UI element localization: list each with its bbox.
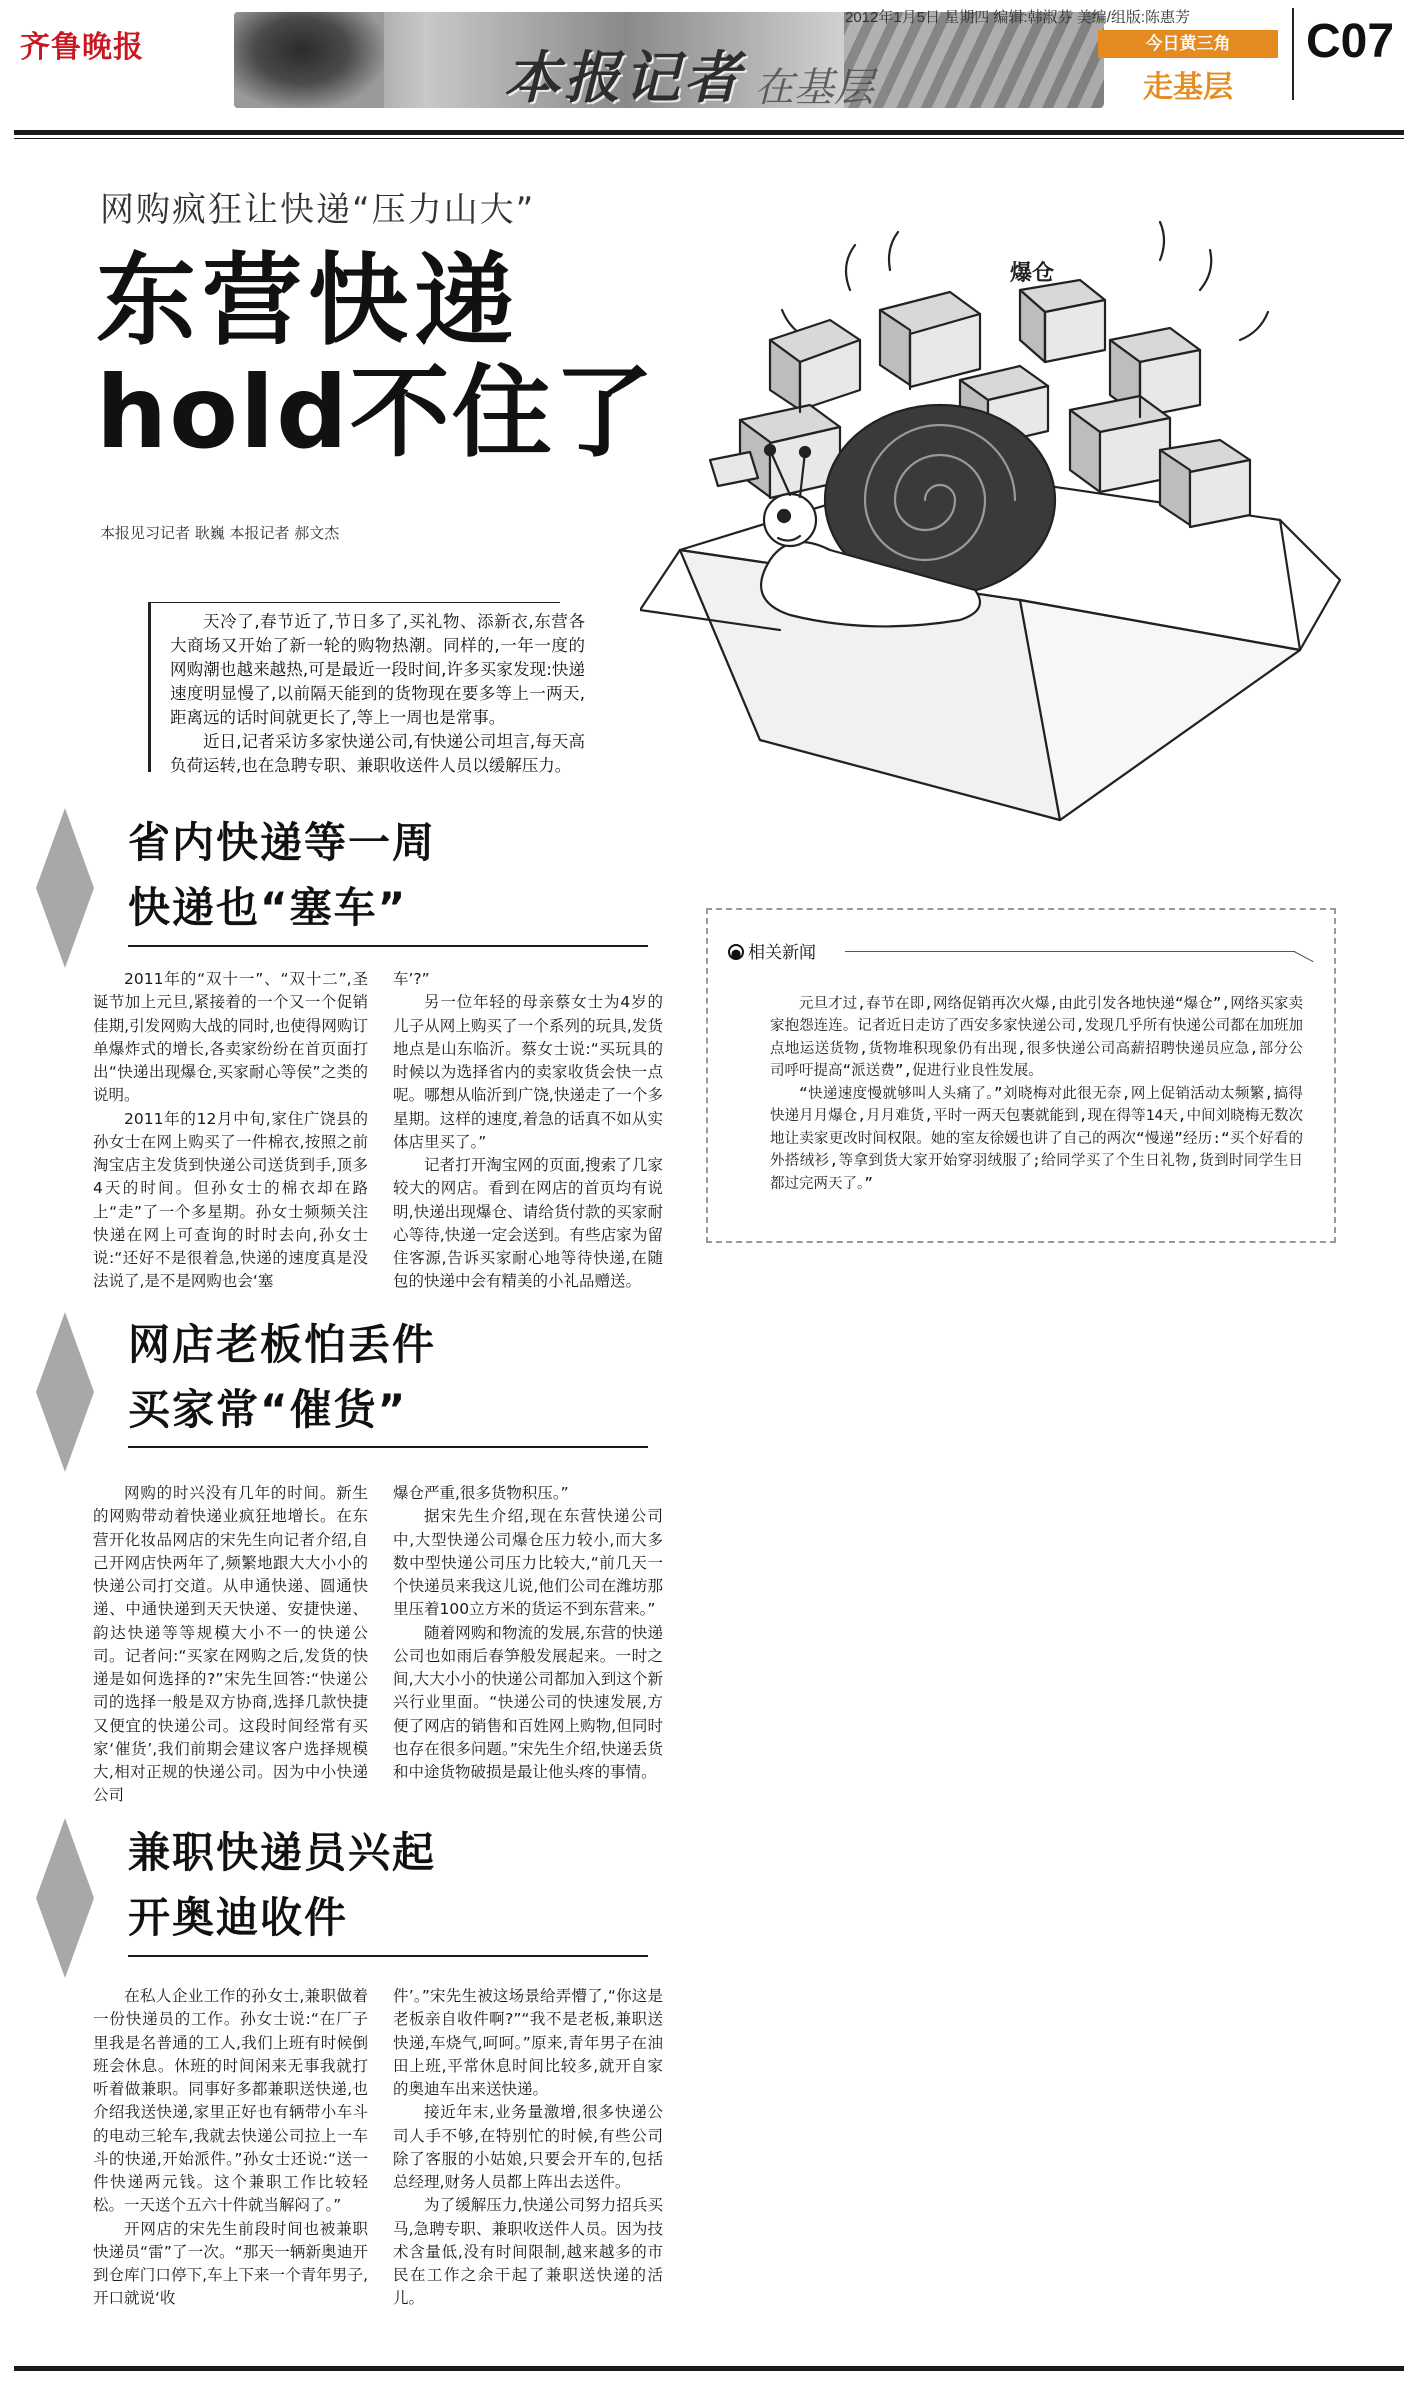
section-heading-line: 兼职快递员兴起 [128, 1828, 437, 1877]
section-heading-2 [128, 1312, 436, 1442]
article-headline [96, 242, 656, 471]
lead-paragraph: 天冷了,春节近了,节日多了,买礼物、添新衣,东营各大商场又开始了新一轮的购物热潮。同样的,一年一度的网购潮也越来越热,可是最近一段时间,许多买家发现:快递速度明显慢了,以前隔天能到的货物现在要多等上一两天,距离远的话时间就更长了,等上一周也是常事。 [170, 612, 585, 727]
paragraph: 2011年的“双十一”、“双十二”,圣诞节加上元旦,紧接着的一个又一个促销佳期,引发网购大战的同时,也使得网购订单爆炸式的增长,各卖家纷纷在首页面打出“快递出现爆仓,买家耐心等侯”之类的说明。 [93, 970, 368, 1105]
section-heading-line: 开奥迪收件 [128, 1893, 349, 1943]
header-divider [1292, 8, 1294, 100]
related-news-title-text: 相关新闻 [748, 943, 816, 963]
section-2-column-1 [93, 1482, 368, 1808]
paragraph: 在私人企业工作的孙女士,兼职做着一份快递员的工作。孙女士说:“在厂子里我是名普通的工人,我们上班有时候倒班会休息。休班的时间闲来无事我就打听着做兼职。同事好多都兼职送快递,也介绍我送快递,家里正好也有辆带小车斗的电动三轮车,我就去快递公司拉上一车斗的快递,开始派件。”孙女士还说:“送一件快递两元钱。这个兼职工作比较轻松。一天送个五六十件就当解闷了。” [93, 1987, 368, 2215]
article-byline: 本报见习记者 耿巍 本报记者 郝文杰 [100, 524, 340, 542]
section-heading-line: 省内快递等一周 [128, 818, 437, 867]
section-rule [128, 1446, 648, 1448]
section-rule [128, 945, 648, 947]
section-name: 走基层 [1143, 71, 1233, 104]
related-news-icon [728, 944, 744, 960]
paragraph: 网购的时兴没有几年的时间。新生的网购带动着快递业疯狂地增长。在东营开化妆品网店的宋先生向记者介绍,自己开网店快两年了,频繁地跟大大小小的快递公司打交道。从申通快递、圆通快递、中通快递到天天快递、安捷快递、韵达快递等等规模大小不一的快递公司。记者问:“买家在网购之后,发货的快递是如何选择的?”宋先生回答:“快递公司的选择一般是双方协商,选择几款快捷又便宜的快递公司。这段时间经常有买家‘催货’,我们前期会建议客户选择规模大,相对正规的快递公司。因为中小快递公司 [93, 1484, 368, 1805]
illustration-caption: 爆仓 [1010, 261, 1055, 286]
photographer-photo [234, 12, 384, 108]
section-3-column-1 [93, 1985, 368, 2311]
masthead-logo: 齐鲁晚报 [20, 30, 144, 65]
paragraph: 接近年末,业务量激增,很多快递公司人手不够,在特别忙的时候,有些公司除了客服的小姑娘,只要会开车的,包括总经理,财务人员都上阵出去送件。 [393, 2103, 663, 2191]
article-kicker: 网购疯狂让快递“压力山大” [100, 190, 536, 230]
snail-cartoon-illustration [640, 220, 1345, 870]
related-news-title [728, 938, 816, 963]
lead-paragraph: 近日,记者采访多家快递公司,有快递公司坦言,每天高负荷运转,也在急聘专职、兼职收送件人员以缓解压力。 [170, 731, 585, 775]
top-rule [14, 130, 1404, 135]
section-3-column-2 [393, 1985, 663, 2311]
paragraph: “快递速度慢就够叫人头痛了。”刘晓梅对此很无奈,网上促销活动太频繁,搞得快递月月爆仓,月月难货,平时一两天包裹就能到,现在得等14天,中间刘晓梅无数次地让卖家更改时间权限。她的室友徐媛也讲了自己的两次“慢递”经历:“买个好看的外搭绒衫,等拿到货大家开始穿羽绒服了;给同学买了个生日礼物,货到时同学生日都过完两天了。” [770, 1085, 1303, 1192]
paragraph: 随着网购和物流的发展,东营的快递公司也如雨后春笋般发展起来。一时之间,大大小小的快递公司都加入到这个新兴行业里面。“快递公司的快速发展,方便了网店的销售和百姓网上购物,但同时也存在很多问题。”宋先生介绍,快递丢货和中途货物破损是最让他头疼的事情。 [393, 1623, 663, 1781]
related-news-body [770, 993, 1303, 1195]
column-signature: 在基层 [754, 65, 874, 108]
section-heading-1 [128, 810, 436, 940]
article-lead [170, 610, 585, 777]
headline-line-1: 东营快递 [96, 242, 520, 359]
paragraph: 为了缓解压力,快递公司努力招兵买马,急聘专职、兼职收送件人员。因为技术含量低,没有时间限制,越来越多的市民在工作之余干起了兼职送快递的活儿。 [393, 2196, 663, 2308]
section-2-column-2 [393, 1482, 663, 1784]
column-title: 本报记者 [504, 45, 744, 108]
section-rule [128, 1955, 648, 1957]
section-heading-3 [128, 1820, 436, 1950]
paragraph: 件’。”宋先生被这场景给弄懵了,“你这是老板亲自收件啊?”“我不是老板,兼职送快递,车烧气,呵呵。”原来,青年男子在油田上班,平常休息时间比较多,就开自家的奥迪车出来送快递。 [393, 1987, 663, 2098]
section-1-column-2 [393, 968, 663, 1294]
related-title-rule [845, 951, 1295, 952]
paragraph: 2011年的12月中旬,家住广饶县的孙女士在网上购买了一件棉衣,按照之前淘宝店主发货到快递公司送货到手,顶多4天的时间。但孙女士的棉衣却在路上“走”了一个多星期。孙女士频频关注快递在网上可查询的时时去向,孙女士说:“还好不是很着急,快递的速度真是没法说了,是不是网购也会‘塞 [93, 1109, 368, 1291]
paragraph: 另一位年轻的母亲蔡女士为4岁的儿子从网上购买了一个系列的玩具,发货地点是山东临沂。蔡女士说:“买玩具的时候以为选择省内的卖家收货会快一点呢。哪想从临沂到广饶,快递走了一个多星期。这样的速度,着急的话真不如从实体店里买了。” [393, 993, 663, 1151]
paragraph: 爆仓严重,很多货物积压。” [393, 1484, 569, 1502]
paragraph: 记者打开淘宝网的页面,搜索了几家较大的网店。看到在网店的首页均有说明,快递出现爆仓、请给货付款的买家耐心等待,快递一定会送到。有些店家为留住客源,告诉买家耐心地等待快递,在随包的快递中会有精美的小礼品赠送。 [393, 1156, 663, 1291]
section-heading-line: 网店老板怕丢件 [128, 1320, 437, 1369]
top-rule-thin [14, 138, 1404, 139]
paragraph: 车’?” [393, 970, 430, 988]
paragraph: 开网店的宋先生前段时间也被兼职快递员“雷”了一次。“那天一辆新奥迪开到仓库门口停下,车上下来一个青年男子,开口就说‘收 [93, 2219, 368, 2308]
paragraph: 据宋先生介绍,现在东营快递公司中,大型快递公司爆仓压力较小,而大多数中型快递公司压力比较大,“前几天一个快递员来我这儿说,他们公司在潍坊那里压着100立方米的货运不到东营来。” [393, 1507, 663, 1619]
section-tag: 今日黄三角 [1098, 30, 1278, 58]
section-heading-line: 买家常“催货” [128, 1385, 408, 1435]
section-diamond-marker [36, 1818, 94, 1978]
section-1-column-1 [93, 968, 368, 1294]
dateline: 2012年1月5日 星期四 编辑:韩淑芬 美编/组版:陈惠芳 [845, 9, 1191, 26]
section-diamond-marker [36, 808, 94, 968]
section-diamond-marker [36, 1312, 94, 1472]
bottom-rule [14, 2366, 1404, 2371]
headline-line-2: hold不住了 [96, 354, 656, 471]
page-number: C07 [1306, 15, 1395, 68]
section-heading-line: 快递也“塞车” [128, 883, 408, 933]
paragraph: 元旦才过,春节在即,网络促销再次火爆,由此引发各地快递“爆仓”,网络买家卖家抱怨连连。记者近日走访了西安多家快递公司,发现几乎所有快递公司都在加班加点地运送货物,货物堆积现象仍有出现,很多快递公司高薪招聘快递员应急,部分公司呼吁提高“派送费”,促进行业良性发展。 [770, 996, 1303, 1080]
